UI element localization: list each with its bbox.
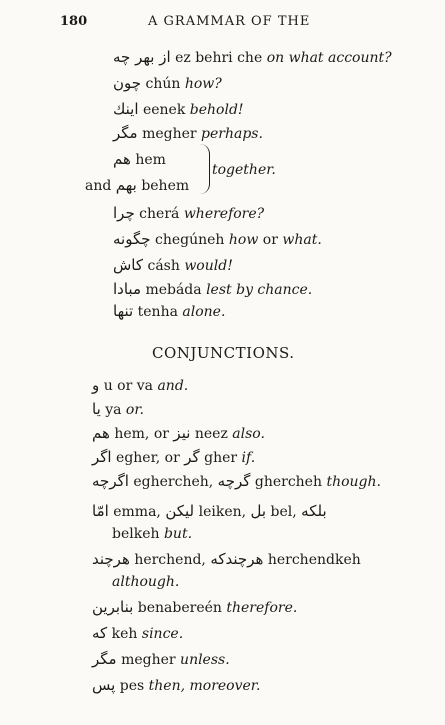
gloss: but.: [163, 526, 193, 542]
persian-word: چرا: [113, 204, 135, 222]
persian-word: بلكه: [301, 502, 327, 520]
transliteration: chún: [145, 76, 181, 92]
gloss: and.: [157, 378, 189, 394]
gloss: since.: [141, 626, 184, 642]
vocab-entry: [113, 100, 244, 118]
conjunction-entry: [92, 376, 188, 394]
conjunction-entry: [92, 424, 265, 442]
gloss: though.: [326, 474, 381, 490]
conjunction-entry: [92, 624, 183, 642]
persian-word: و: [92, 376, 100, 394]
section-heading: CONJUNCTIONS.: [152, 344, 295, 362]
gloss: alone.: [182, 304, 226, 320]
transliteration: cásh: [147, 258, 180, 274]
gloss: how: [228, 232, 259, 248]
transliteration: ghercheh: [254, 474, 322, 490]
conjunction-entry: [92, 598, 297, 616]
conjunction-entry: [92, 448, 255, 466]
persian-word: اگرچه: [92, 472, 129, 490]
vocab-entry: [113, 302, 225, 320]
transliteration: tenha: [137, 304, 178, 320]
vocab-entry: [113, 74, 222, 92]
gloss: if.: [241, 450, 256, 466]
conjunction-text: and: [85, 178, 112, 194]
persian-word: كه: [92, 624, 108, 642]
persian-word: اگر: [92, 448, 112, 466]
vocab-entry: [113, 204, 264, 222]
gloss: then, moreover.: [148, 678, 261, 694]
conjunction-entry: [92, 650, 230, 668]
transliteration: keh: [111, 626, 138, 642]
persian-word: مگر: [92, 650, 117, 668]
transliteration: emma,: [113, 504, 161, 520]
gloss: lest by chance.: [206, 282, 313, 298]
persian-word: گرچه: [217, 472, 251, 490]
transliteration: mebáda: [145, 282, 202, 298]
transliteration: megher: [142, 126, 197, 142]
transliteration: herchendkeh: [267, 552, 361, 568]
persian-word: بهم: [115, 176, 137, 194]
conjunction-entry: [112, 526, 192, 542]
transliteration: ya: [105, 402, 122, 418]
gloss: what.: [282, 232, 322, 248]
persian-word: هم: [113, 150, 131, 168]
persian-word: امّا: [92, 502, 109, 520]
transliteration: pes: [119, 678, 145, 694]
conjunction-entry: [92, 400, 144, 418]
persian-word: مبادا: [113, 280, 141, 298]
transliteration: bel,: [270, 504, 297, 520]
conjunction-entry: [92, 472, 381, 490]
vocab-entry: [85, 176, 189, 194]
persian-word: كاش: [113, 256, 144, 274]
gloss: unless.: [180, 652, 230, 668]
curly-brace: [200, 144, 210, 194]
persian-word: گر: [184, 448, 200, 466]
gloss: would!: [184, 258, 233, 274]
transliteration: cherá: [139, 206, 180, 222]
gloss: behold!: [189, 102, 244, 118]
persian-word: نيز: [173, 424, 191, 442]
transliteration: hem: [135, 152, 166, 168]
transliteration: behem: [141, 178, 190, 194]
persian-word: از بهر چه: [113, 48, 171, 66]
transliteration: hem, or: [114, 426, 169, 442]
transliteration: megher: [121, 652, 176, 668]
transliteration: egher, or: [116, 450, 180, 466]
persian-word: هرچند: [92, 550, 130, 568]
gloss: how?: [184, 76, 222, 92]
persian-word: بل: [250, 502, 267, 520]
gloss: on what account?: [266, 50, 392, 66]
conjunction-entry: [92, 550, 361, 568]
vocab-entry: [113, 280, 312, 298]
vocab-entry: [113, 48, 392, 66]
transliteration: neez: [194, 426, 228, 442]
gloss: wherefore?: [183, 206, 265, 222]
transliteration: benabereén: [137, 600, 222, 616]
transliteration: eghercheh,: [133, 474, 214, 490]
persian-word: يا: [92, 400, 101, 418]
transliteration: eenek: [142, 102, 186, 118]
transliteration: chegúneh: [154, 232, 225, 248]
gloss: perhaps.: [201, 126, 263, 142]
persian-word: مگر: [113, 124, 138, 142]
persian-word: هم: [92, 424, 110, 442]
gloss: therefore.: [226, 600, 298, 616]
transliteration: leiken,: [198, 504, 247, 520]
persian-word: بنابرين: [92, 598, 134, 616]
vocab-entry: [113, 256, 233, 274]
persian-word: چون: [113, 74, 142, 92]
transliteration: herchend,: [134, 552, 206, 568]
gloss: also.: [232, 426, 265, 442]
transliteration: ez behri che: [175, 50, 263, 66]
gloss-connector: or: [262, 232, 278, 248]
gloss: although.: [112, 574, 180, 590]
transliteration: belkeh: [112, 526, 160, 542]
persian-word: پس: [92, 676, 116, 694]
page-number: 180: [60, 14, 88, 29]
vocab-entry: [113, 230, 322, 248]
persian-word: تنها: [113, 302, 134, 320]
vocab-entry: [113, 124, 263, 142]
persian-word: اينك: [113, 100, 139, 118]
conjunction-entry: [92, 502, 327, 520]
persian-word: ليكن: [165, 502, 195, 520]
running-title: A GRAMMAR OF THE: [148, 14, 311, 29]
persian-word: هرچندكه: [210, 550, 264, 568]
conjunction-entry: [92, 676, 260, 694]
transliteration: u or va: [103, 378, 153, 394]
gloss: or.: [125, 402, 144, 418]
gloss: together.: [212, 162, 276, 178]
vocab-entry: [113, 150, 166, 168]
transliteration: gher: [204, 450, 238, 466]
persian-word: چگونه: [113, 230, 151, 248]
